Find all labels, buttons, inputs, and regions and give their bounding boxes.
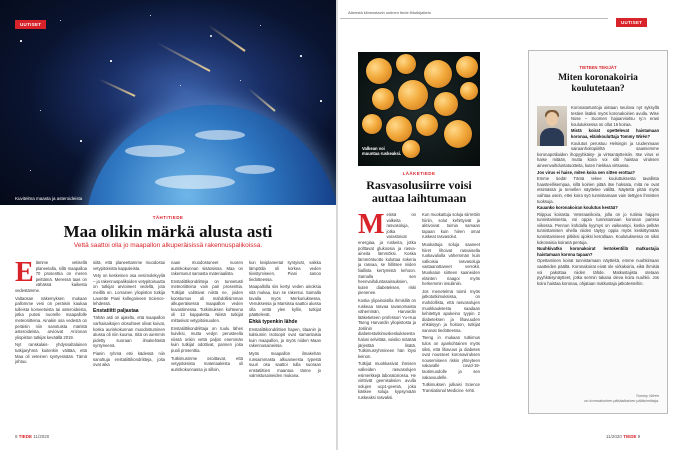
headline-right: Rasvasolusiirre voisi auttaa laihtumaan [366,178,472,205]
page-number: 9 [637,434,641,439]
paragraph: siitä, että planeettamme muodostui vetypitoisista kappaleista. [93,260,165,271]
paragraph: Vety on keskeinen osa vesimolekyyliä – ja rakennuspalikoiden vetypitoisuutta on tutkijat arvioineet vedellä, jota meilllä on. Lorrainen yliopiston tutkija Laurette Piani kollegoineen Science-lehdessä. [93,273,165,307]
brand-name: TIEDE [623,434,637,439]
deck-left: Vettä saattoi olla jo maapallon alkuperäisissä rakennuspalikoissa. [73,242,263,249]
brand-name: TIEDE [18,434,33,439]
header-text: Äänestä kiinnostavin uutinen tiede.fi/tutkijatieto [348,10,431,15]
paragraph: Koska ylipainoisilla ihmisillä on ruskeaa rasvaa tavanomaista vähemmän, Harvardin lääketieteen professori Yu-Hua Tseng Harvardin yliopistosta ja Joslinin diabetestutkimuskeskukseesta halusi selvittää, voisiko määrää järjestää lisätä. Tutkimusryhmineen hän löysi keinon. [358,297,416,359]
space-earth-photo [0,0,336,205]
left-page [0,0,336,450]
dropcap-right: M [358,212,385,240]
column-left-2 [93,260,165,428]
subhead: Enstatiitti paljastaa [93,307,139,314]
sidebar-question: Nuuhkivatko koronakoirat lentokentillä matkustajia haistamaan korona tapaan? [537,246,659,257]
folio-right [606,434,640,439]
paragraph: Valtaosan näkemyksen mukaan pallomme vesi on peräisin kaukaa tulleista komeetoista tai asteroideista, jotka putosi nuorelle maapallolle meteoriitteina. Ainakin osa vedestä on peräisin niin sanotuista märistä asteroideista, arvioivat Arizonan yliopiston tutkijat keväällä 2019. [15,295,87,340]
page-number: 8 [15,434,18,439]
paragraph: Jos menetelmä toimii myös jatkotutkimuksissa, on mahdollista, että rasvasolujen muokkauksesta saadaan kehitettyä apukeino tyypin 2 diabeteksen ja lihavuuden ehkäisyyn ja hoitoon, tutkijat sanovat tiedotteessa. [422,288,480,333]
right-page [338,0,674,450]
paragraph: Pianin ryhmä etsi kädessä niin sanottuja enstatiittikondriitteja, joita ovat aika [93,350,165,368]
sidebar-answer: Koulutus perustuu Helsingin ja Uudenmaan sairaanhoitopiiriltä saamiemme koronapotilaiden ihopyyhkäisy- ja virtsanäytteisiin. Itse virus ei haise mitään, mutta koira voi silti haistaa viruksen aineenvaihduntatuotteita, kuten hiekkaa virtsassa. [537,140,659,168]
kicker-left: TÄHTITIEDE [152,215,184,220]
paragraph: Tseng in mukaan tutkimus tulos on ajankohtainen myös siksi, että lihavuus ja diabetes ovat nousseet koronaviruksen nousemiseen riskin yhteyteen vakavalle covid-19-tautimuodolle ja sen vakavuudelle. [422,335,480,380]
section-tag-right: UUTISET [616,18,647,27]
paragraph: kun kiviplaneetat syntyivät, vaikka lämpötila oli korkea veden tiivistymiseen, Piani sanoo tiedotteessa. [249,260,321,282]
section-tag-left: UUTISET [15,20,46,29]
portrait-image [537,106,567,146]
column-right-2 [422,212,480,428]
paragraph: Enstatiittikondriittaja on tuulu lähes kuiviksi, mutta vedyn perusteella niissä onkin vettä paljon enemmän kuin tutkijat odottivat, pannen joita puoli prosenttia. [171,325,243,353]
sidebar-question: Jos virus ei haise, miten koira sen sitten erottaa? [537,169,635,175]
paragraph: Tähän asti on ajateltu, että maapallon varhaisaikojen olosuhteet olivat kuivat, koska aurinkokunnan muodostuminen alussa oli niin kuuma. Sitä on aiemmin pidetty suoraan ilmakehästä syntyneenä. [93,315,165,349]
earth-graphic [85,105,336,205]
subhead: Ehkä typenkin lähde [249,318,298,325]
photo-caption-left: Kuvitelma maasta ja asteroideista [15,196,83,201]
sidebar-answer: Opettaminen koirat tunnistamaan näytteitä, emme nuuhkimaan vaatteiden päältä. Koronakoirat eivät ole virkakoiria, eikä ihmisiä voi pakottaa niiden tähde. Matkustajista otetaan pyyhkäisynäytteet, jotka sermin takana oleva koira nuuhkii. Jos koira haistaa koronaa, ohjataan matkustaja jatkotesteihin. [537,258,659,286]
paragraph: Kun muokattuja soluja siirrettiin hiiriin, solut kehittyivät ja aktivoivat toimia samaan tapaan kuin hiiren omat ruskeat rasvasolut. [422,212,480,240]
paragraph: Myös maapallon ilmakehän runsaimmasta alkuaineesta typestä suuri osa saattoi tulla suoraan enstatiittien maantua tänne jo valmistusaineiden mukana. [249,350,321,379]
interview-sidebar [528,50,668,414]
paragraph: Tutkimuksen julkaisi Science Translational Medicine -lehti. [422,382,480,393]
sidebar-signature: Tommy Wirén on koronakoirien pitkäaikaisen päätoimittaja. [584,394,659,403]
issue-number: 11/2020 [33,434,50,439]
sidebar-answer: Emme tiedä! Tämä tekee kouluttuksesta tavallista haasteellisempaa, sillä koirien pitää itse hoksata, mitä ne ovat etsimässä ja tervellen näyttelee väliltä. Näytettä pitää myös vaihtaa usein, ettei koira syö tunnistamaan vain tiettyjen ihmisten tuoksuja. [537,176,659,204]
sidebar-intro: Koronatartuntoja aistaan seulova nyt syksyllä testien lisäksi myös koronakoirien avulla. Wise Nose – Suomen hajuarvioitsu ry:n erasi koulutuksessa on ollut 16 koiraa. [571,105,659,127]
column-right-1 [358,212,416,428]
sidebar-question: Kauanko koronakoiran koulutus kestää? [537,205,618,211]
sidebar-body [537,105,659,391]
sidebar-title: Miten koronakoiria koulutetaan? [558,73,638,94]
paragraph: eissä on valkeita rasvasoluja, jotka varastoivat energiaa, ja ruskeita, jotka polttavat glukoosia ja rasva- aineita lämmöksi. Koska lämmöntuotto kuluttaa sokeria ja rasvaa, se hillitsee niiden liiallista kertymistä kehoon. Samalla sen heenvaihduntasairauksien, kuten diabeteksen, riski pienenee. [358,212,416,296]
column-left-3 [171,260,243,428]
paragraph: Nyt ranskalais- yhdysvaltalainen tutkijaryhmä kuitenkin väittää, että Maa oli veteinen syntyessään. Tämä johtuu [15,342,87,365]
sidebar-kicker: TIETEEN TEKIJÄT [579,65,617,70]
paragraph: Muokattuja soluja saaneet hiiret lihoivat rasvaisella ruokavaliolla vähemmän kuin valkoisia rasvasoluja vastaanottaneet verrokit. Muokatun siirteen saaneiden eläinten riaagoi myös herkemmin insuliiniin. [422,241,480,287]
paragraph: Tutkimusmme osoittavat, että vetypitoisista materiaaleista oli aurinkokunnassa jo silloin, [171,355,243,372]
folio-left [15,434,49,439]
column-left-4 [249,260,321,428]
sidebar-question: Mistä koirat opettelevat haistamaan koronaa, eläinkouluttaja Tommy Wirén? [571,128,659,139]
paragraph: Enstatiittikondriitteja on tunnetusti meteoriitteina vain pari prosenttia. Tutkijat valitsivat niistä ne, joiden koostumus oli mahdollisimman alkuperäisessä maapallon veden kuvastimessa. Tutkimuksen kohteena oli 13 kappaletta. Niistä tutkijat mittasivat vetypitoisuuden. [171,278,243,323]
photo-caption-right: Valkean voi muuntaa ruskeaksi. [362,146,402,156]
paragraph: naan muodostuneet nuoren aurinkokunnan sisäosissa. Maa on rakentunut samasta materiaalista. [171,260,243,277]
paragraph: Maapallolla siis kertyi veden ainoksia sitä mukaa, kun se rakentui. Samalla tavalla myös Merkuriuksessa, Venuksessa ja Marsissa saattoi alussa olla vettä ylen kyllin, tutkijat päättelevät. [249,284,321,318]
sidebar-answer: Riippuu koirasta. Veteraanikoira, jolla on jo rutiinia hajujen tunnistamisesta, voi oppia tunnistamaan koronan parissa viikossa. Pennun kohdalla kyymys on vaikeampi, koska pelkän tunnistamisen ohella niiden täytyy oppia myös keskittymään tunnistamiseen pitkiksi ajoiksi kerrallaan. Koulutuksessa on siksi kokonaisia koiranä pentuja. [537,211,659,245]
paragraph: Tutkijat muokkasivat ihmisen valkeiden rasvasolujen esimerkkejä laboratoriossa. He virittivät geenisaksien avulla solujen ucp1-geeniä, joka käskee soluja kypsymään ruskeaksi rasvaksi. [358,361,416,400]
paragraph: Enstatiittikondriittien hapen, titaanin ja kalsiumin isotoopit ovat samanlaisia kuin maapallon, ja myös niiden Maan rakennusaineissa. [249,326,321,349]
column-left-1 [15,260,87,428]
dropcap-left: E [15,260,34,288]
kicker-right: LÄÄKETIEDE [402,171,436,176]
headline-left: Maa olikin märkä alusta asti [63,222,273,241]
paragraph: lämme vetisellä planeetalla, sillä maapalloa 70 prosenttia on meren peittämä. Meressä taas on vähässä kaikesta vedestämme. [15,260,87,293]
issue-number: 11/2020 [606,434,622,439]
